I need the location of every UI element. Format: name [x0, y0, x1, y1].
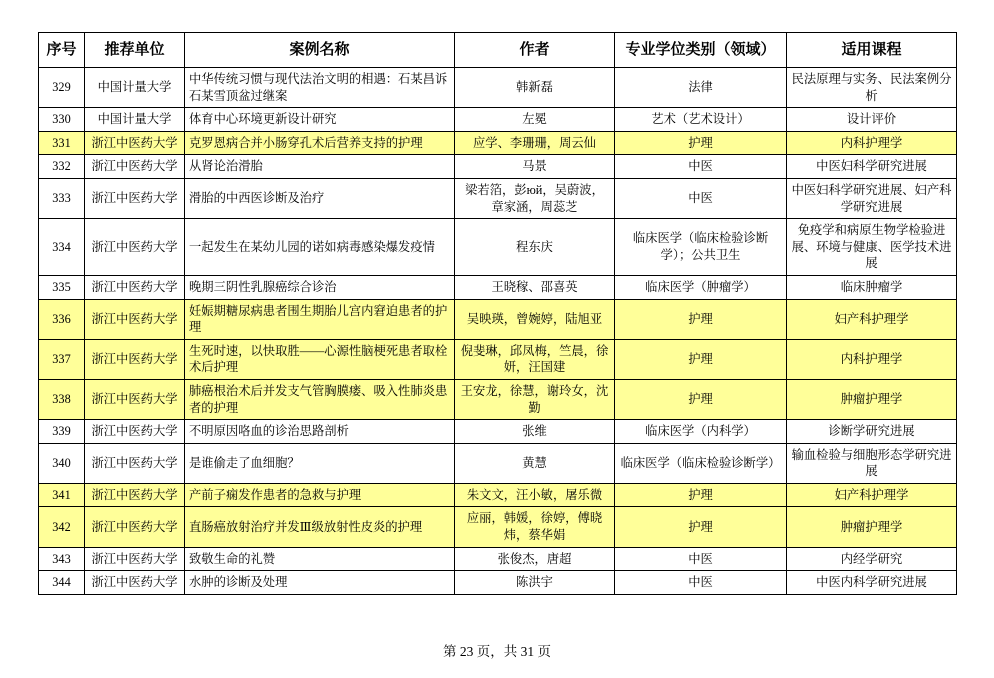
- column-header-org: 推荐单位: [85, 33, 185, 68]
- cell-seq: 343: [39, 547, 85, 571]
- cell-degree-category: 中医: [615, 178, 787, 218]
- cell-seq: 341: [39, 483, 85, 507]
- cell-org: 浙江中医药大学: [85, 507, 185, 547]
- cell-course: 妇产科护理学: [787, 299, 957, 339]
- table-header: [39, 33, 957, 68]
- table-row: [39, 108, 957, 132]
- cell-course: 诊断学研究进展: [787, 420, 957, 444]
- cell-author: 王安龙，徐慧，谢玲女，沈勤: [455, 379, 615, 419]
- cell-org: 浙江中医药大学: [85, 443, 185, 483]
- cell-org: 中国计量大学: [85, 108, 185, 132]
- cell-case-name: 体育中心环境更新设计研究: [185, 108, 455, 132]
- cell-seq: 344: [39, 571, 85, 595]
- table-row: [39, 299, 957, 339]
- cell-case-name: 妊娠期糖尿病患者围生期胎儿宫内窘迫患者的护理: [185, 299, 455, 339]
- cell-author: 陈洪宇: [455, 571, 615, 595]
- cell-course: 肿瘤护理学: [787, 379, 957, 419]
- cell-author: 朱文文，汪小敏，屠乐微: [455, 483, 615, 507]
- cell-degree-category: 护理: [615, 507, 787, 547]
- cell-seq: 331: [39, 131, 85, 155]
- cell-org: 浙江中医药大学: [85, 483, 185, 507]
- cell-course: 设计评价: [787, 108, 957, 132]
- cell-author: 应学、李珊珊，周云仙: [455, 131, 615, 155]
- cell-author: 左冕: [455, 108, 615, 132]
- cell-case-name: 克罗恩病合并小肠穿孔术后营养支持的护理: [185, 131, 455, 155]
- cell-degree-category: 艺术（艺术设计）: [615, 108, 787, 132]
- cell-case-name: 产前子痫发作患者的急救与护理: [185, 483, 455, 507]
- table-header-row: [39, 33, 957, 68]
- cell-org: 浙江中医药大学: [85, 339, 185, 379]
- cell-author: 韩新磊: [455, 68, 615, 108]
- cell-author: 王晓稼、邵喜英: [455, 275, 615, 299]
- cell-org: 浙江中医药大学: [85, 379, 185, 419]
- table-row: [39, 420, 957, 444]
- column-header-author: 作者: [455, 33, 615, 68]
- cell-case-name: 直肠癌放射治疗并发Ⅲ级放射性皮炎的护理: [185, 507, 455, 547]
- cell-seq: 330: [39, 108, 85, 132]
- column-header-case-name: 案例名称: [185, 33, 455, 68]
- table-row: [39, 178, 957, 218]
- cell-org: 浙江中医药大学: [85, 155, 185, 179]
- cell-author: 张俊杰，唐超: [455, 547, 615, 571]
- cell-case-name: 水肿的诊断及处理: [185, 571, 455, 595]
- cell-case-name: 是谁偷走了血细胞？: [185, 443, 455, 483]
- cell-course: 中医内科学研究进展: [787, 571, 957, 595]
- cell-degree-category: 护理: [615, 379, 787, 419]
- cell-course: 输血检验与细胞形态学研究进展: [787, 443, 957, 483]
- cell-org: 浙江中医药大学: [85, 275, 185, 299]
- table-row: [39, 131, 957, 155]
- cell-seq: 334: [39, 219, 85, 276]
- table-row: [39, 507, 957, 547]
- cell-case-name: 中华传统习惯与现代法治文明的相遇：石某昌诉石某雪顶盆过继案: [185, 68, 455, 108]
- cell-org: 中国计量大学: [85, 68, 185, 108]
- table-row: [39, 68, 957, 108]
- cell-case-name: 肺癌根治术后并发支气管胸膜瘘、吸入性肺炎患者的护理: [185, 379, 455, 419]
- cell-org: 浙江中医药大学: [85, 420, 185, 444]
- cell-seq: 337: [39, 339, 85, 379]
- table-row: [39, 275, 957, 299]
- cell-seq: 332: [39, 155, 85, 179]
- cell-org: 浙江中医药大学: [85, 571, 185, 595]
- table-row: [39, 443, 957, 483]
- cell-course: 免疫学和病原生物学检验进展、环境与健康、医学技术进展: [787, 219, 957, 276]
- cell-course: 内科护理学: [787, 131, 957, 155]
- cell-course: 肿瘤护理学: [787, 507, 957, 547]
- cell-author: 程东庆: [455, 219, 615, 276]
- cell-case-name: 从肾论治滑胎: [185, 155, 455, 179]
- table-row: [39, 155, 957, 179]
- cell-course: 临床肿瘤学: [787, 275, 957, 299]
- cell-degree-category: 护理: [615, 299, 787, 339]
- cell-degree-category: 临床医学（临床检验诊断学）；公共卫生: [615, 219, 787, 276]
- cell-case-name: 生死时速，以快取胜——心源性脑梗死患者取栓术后护理: [185, 339, 455, 379]
- cell-case-name: 一起发生在某幼儿园的诺如病毒感染爆发疫情: [185, 219, 455, 276]
- column-header-seq: 序号: [39, 33, 85, 68]
- cell-author: 黄慧: [455, 443, 615, 483]
- page-footer: 第 23 页，共 31 页: [443, 644, 551, 659]
- cell-author: 倪斐琳，邱凤梅，竺晨，徐妍，汪国建: [455, 339, 615, 379]
- cell-course: 中医妇科学研究进展: [787, 155, 957, 179]
- cell-author: 梁若箔，彭юй，吴蔚波，章家涵，周蕊芝: [455, 178, 615, 218]
- cell-seq: 339: [39, 420, 85, 444]
- cell-degree-category: 护理: [615, 483, 787, 507]
- cell-case-name: 不明原因咯血的诊治思路剖析: [185, 420, 455, 444]
- column-header-degree-category: 专业学位类别（领域）: [615, 33, 787, 68]
- table-row: [39, 547, 957, 571]
- cell-seq: 329: [39, 68, 85, 108]
- cell-seq: 338: [39, 379, 85, 419]
- table-row: [39, 483, 957, 507]
- column-header-course: 适用课程: [787, 33, 957, 68]
- cell-case-name: 晚期三阴性乳腺癌综合诊治: [185, 275, 455, 299]
- cell-org: 浙江中医药大学: [85, 299, 185, 339]
- cell-course: 民法原理与实务、民法案例分析: [787, 68, 957, 108]
- table-body: [39, 68, 957, 595]
- cell-case-name: 滑胎的中西医诊断及治疗: [185, 178, 455, 218]
- cell-degree-category: 中医: [615, 571, 787, 595]
- cell-course: 中医妇科学研究进展、妇产科学研究进展: [787, 178, 957, 218]
- cases-table: [38, 32, 957, 595]
- cell-course: 内经学研究: [787, 547, 957, 571]
- cell-course: 妇产科护理学: [787, 483, 957, 507]
- cell-author: 应丽，韩媛，徐婷，傅晓炜，蔡华娟: [455, 507, 615, 547]
- cell-author: 张维: [455, 420, 615, 444]
- cell-degree-category: 临床医学（肿瘤学）: [615, 275, 787, 299]
- cell-degree-category: 临床医学（临床检验诊断学）: [615, 443, 787, 483]
- cell-case-name: 致敬生命的礼赞: [185, 547, 455, 571]
- table-row: [39, 339, 957, 379]
- cell-degree-category: 中医: [615, 155, 787, 179]
- cell-seq: 333: [39, 178, 85, 218]
- cell-seq: 342: [39, 507, 85, 547]
- cell-author: 马景: [455, 155, 615, 179]
- cell-degree-category: 中医: [615, 547, 787, 571]
- cell-degree-category: 护理: [615, 339, 787, 379]
- table-row: [39, 379, 957, 419]
- cell-seq: 340: [39, 443, 85, 483]
- cell-author: 吴映瑛，曾婉婷，陆旭亚: [455, 299, 615, 339]
- cell-degree-category: 法律: [615, 68, 787, 108]
- cell-seq: 336: [39, 299, 85, 339]
- cell-org: 浙江中医药大学: [85, 131, 185, 155]
- cell-seq: 335: [39, 275, 85, 299]
- cell-degree-category: 临床医学（内科学）: [615, 420, 787, 444]
- cell-course: 内科护理学: [787, 339, 957, 379]
- table-row: [39, 571, 957, 595]
- cell-org: 浙江中医药大学: [85, 178, 185, 218]
- cell-degree-category: 护理: [615, 131, 787, 155]
- cell-org: 浙江中医药大学: [85, 547, 185, 571]
- table-row: [39, 219, 957, 276]
- cell-org: 浙江中医药大学: [85, 219, 185, 276]
